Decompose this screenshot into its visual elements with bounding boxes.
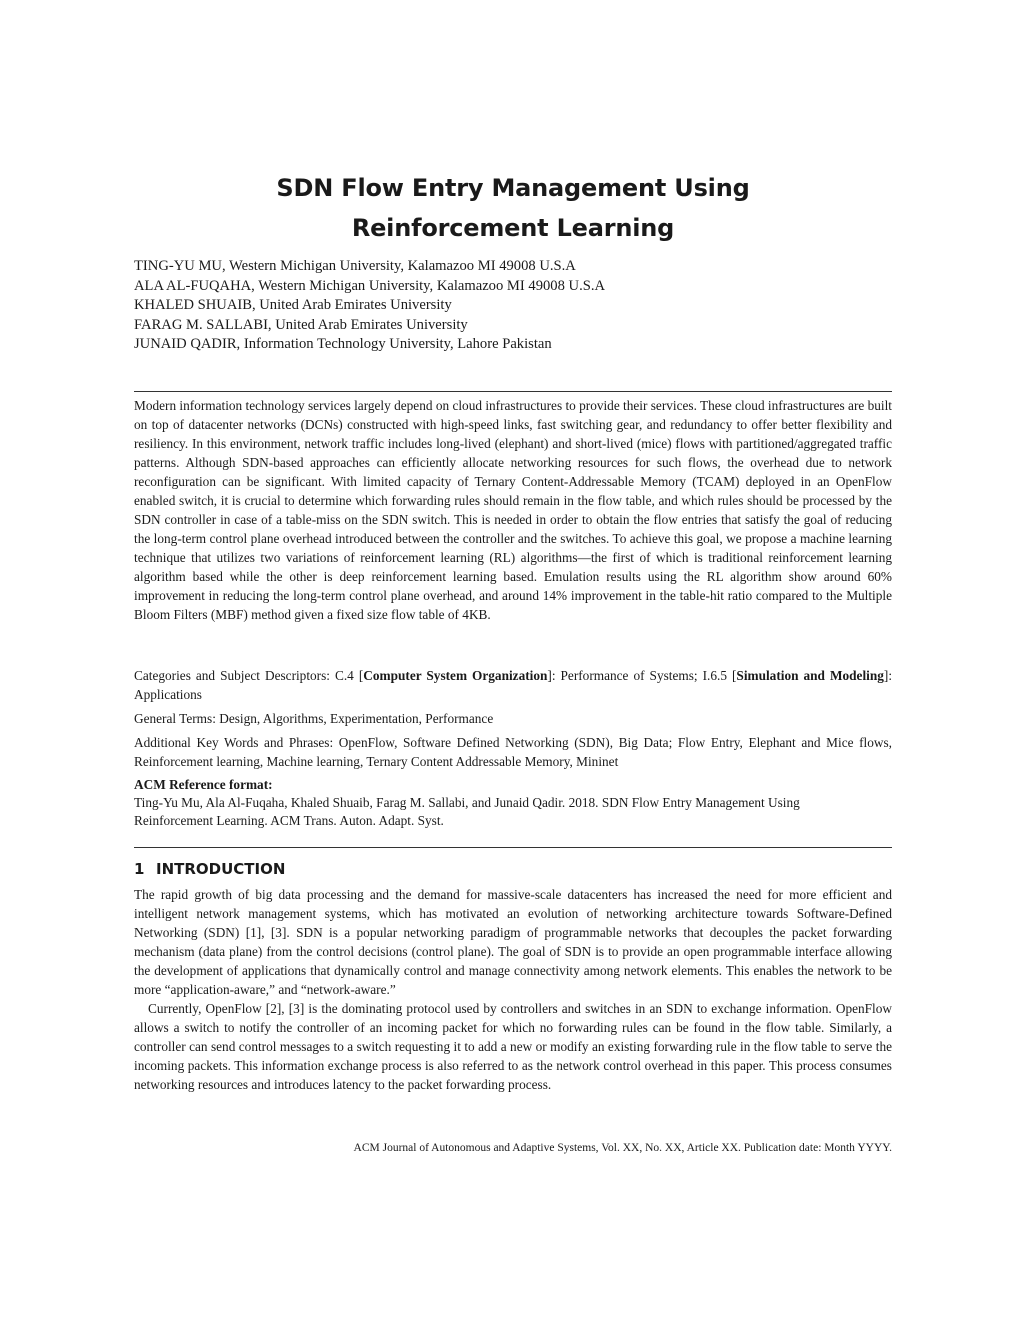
reference-heading: ACM Reference format: bbox=[134, 777, 273, 792]
reference-line-1: Ting-Yu Mu, Ala Al-Fuqaha, Khaled Shuaib, Farag M. Sallabi, and Junaid Qadir. 2018. SDN Flow Entry Management Using bbox=[134, 795, 800, 810]
section-number: 1 bbox=[134, 860, 145, 878]
author-line: ALA AL-FUQAHA, Western Michigan University, Kalamazoo MI 49008 U.S.A bbox=[134, 277, 606, 294]
introduction-body bbox=[134, 885, 892, 1094]
reference-line-2: Reinforcement Learning. ACM Trans. Auton. Adapt. Syst. bbox=[134, 813, 444, 828]
categories bbox=[134, 666, 892, 704]
author-line: KHALED SHUAIB, United Arab Emirates University bbox=[134, 297, 452, 313]
categories-prefix: Categories and Subject Descriptors: C.4 [ bbox=[134, 668, 364, 683]
keywords-text: Additional Key Words and Phrases: OpenFlow, Software Defined Networking (SDN), Big Data; Flow Entry, Elephant and Mice flows, Reinforcement learning, Machine learning, Ternary Content Addressable Memory, Mininet bbox=[134, 735, 892, 769]
author-line: JUNAID QADIR, Information Technology University, Lahore Pakistan bbox=[134, 336, 552, 352]
categories-suffix: ]: Applications bbox=[134, 668, 893, 702]
section-title: INTRODUCTION bbox=[156, 860, 286, 878]
author-line: TING-YU MU, Western Michigan University, Kalamazoo MI 49008 U.S.A bbox=[134, 258, 576, 274]
section-heading bbox=[134, 859, 285, 879]
category-simulation-and-modeling: Simulation and Modeling bbox=[736, 668, 884, 683]
abstract bbox=[134, 396, 892, 624]
page-footer: ACM Journal of Autonomous and Adaptive Systems, Vol. XX, No. XX, Article XX. Publication date: Month YYYY. bbox=[353, 1142, 892, 1154]
title-line-1: SDN Flow Entry Management Using bbox=[276, 174, 750, 202]
keywords bbox=[134, 733, 892, 771]
abstract-top-divider bbox=[134, 391, 892, 392]
author-line: FARAG M. SALLABI, United Arab Emirates University bbox=[134, 316, 468, 333]
acm-reference bbox=[134, 776, 892, 830]
author-list bbox=[134, 257, 892, 355]
intro-paragraph: The rapid growth of big data processing and the demand for massive-scale datacenters has increased the need for more efficient and intelligent network management systems, which has motivated an evolution of networking architecture towards Software-Defined Networking (SDN) [1], [3]. SDN is a popular networking paradigm of programmable networks that decouples the packet forwarding mechanism (data plane) from the control decisions (control plane). The goal of SDN is to provide an open programmable interface allowing the development of applications that dynamically control and manage connectivity among network elements. This enables the network to be more “application-aware,” and “network-aware.” bbox=[134, 887, 892, 997]
general-terms bbox=[134, 709, 892, 728]
intro-paragraph: Currently, OpenFlow [2], [3] is the dominating protocol used by controllers and switches in an SDN to exchange information. OpenFlow allows a switch to notify the controller of an incoming packet for which no forwarding rules can be found in the flow table. Similarly, a controller can send control messages to a switch requesting it to add a new or modify an existing forwarding rule in the flow table to serve the incoming packets. This information exchange process is also referred to as the network control overhead in this paper. This process consumes networking resources and introduces latency to the packet forwarding process. bbox=[134, 1001, 892, 1092]
paper-title bbox=[134, 168, 892, 248]
title-line-2: Reinforcement Learning bbox=[351, 214, 675, 242]
section-divider bbox=[134, 847, 892, 848]
categories-mid: ]: Performance of Systems; I.6.5 [ bbox=[547, 668, 737, 683]
category-computer-system-organization: Computer System Organization bbox=[363, 668, 548, 683]
abstract-text: Modern information technology services largely depend on cloud infrastructures to provide their services. These cloud infrastructures are built on top of datacenter networks (DCNs) constructed with high-speed links, fast switching gear, and redundancy to offer better flexibility and resiliency. In this environment, network traffic includes long-lived (elephant) and short-lived (mice) flows with partitioned/aggregated traffic patterns. Although SDN-based approaches can efficiently allocate networking resources for such flows, the overhead due to network reconfiguration can be significant. With limited capacity of Ternary Content-Addressable Memory (TCAM) deployed in an OpenFlow enabled switch, it is crucial to determine which forwarding rules should remain in the flow table, and which rules should be processed by the SDN controller in case of a table-miss on the SDN switch. This is needed in order to obtain the flow entries that satisfy the goal of reducing the long-term control plane overhead introduced between the controller and the switches. To achieve this goal, we propose a machine learning technique that utilizes two variations of reinforcement learning (RL) algorithms—the first of which is traditional reinforcement learning algorithm based while the other is deep reinforcement learning based. Emulation results using the RL algorithm show around 60% improvement in reducing the long-term control plane overhead, and around 14% improvement in the table-hit ratio compared to the Multiple Bloom Filters (MBF) method given a fixed size flow table of 4KB. bbox=[134, 398, 892, 622]
general-terms-text: General Terms: Design, Algorithms, Experimentation, Performance bbox=[134, 711, 494, 726]
